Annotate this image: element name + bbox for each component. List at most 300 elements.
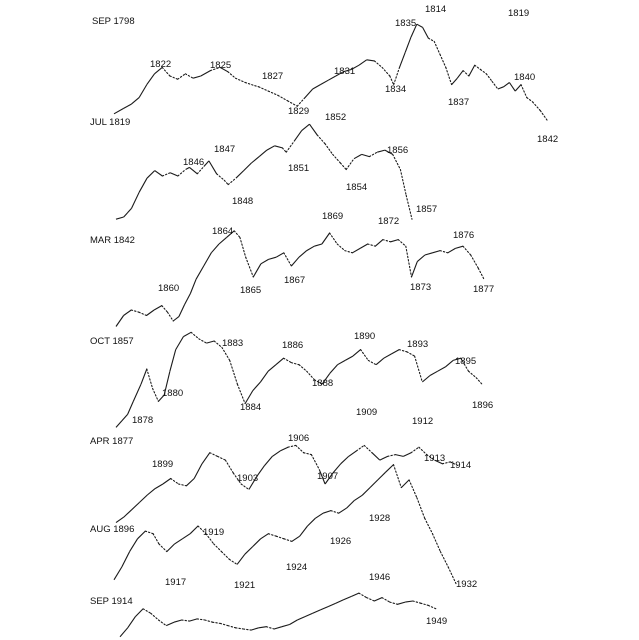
advance-line-segment bbox=[276, 358, 284, 365]
advance-line-segment bbox=[211, 244, 219, 253]
advance-line-segment bbox=[166, 622, 174, 625]
advance-line-segment bbox=[405, 601, 413, 602]
advance-line-segment bbox=[422, 376, 430, 383]
decline-line-segment bbox=[421, 603, 429, 605]
decline-line-segment bbox=[330, 233, 338, 244]
advance-line-segment bbox=[155, 171, 163, 176]
cycle-start-label: SEP 1798 bbox=[92, 16, 135, 27]
decline-line-segment bbox=[228, 72, 236, 79]
advance-line-segment bbox=[120, 628, 128, 637]
cycle-start-label: OCT 1857 bbox=[90, 336, 134, 347]
decline-line-segment bbox=[218, 456, 226, 460]
decline-line-segment bbox=[230, 360, 238, 384]
turning-point-year-label: 1837 bbox=[448, 97, 470, 108]
advance-line-segment bbox=[186, 479, 194, 486]
advance-line-segment bbox=[469, 65, 475, 76]
advance-line-segment bbox=[282, 625, 290, 627]
advance-line-segment bbox=[135, 609, 143, 617]
advance-line-segment bbox=[445, 360, 453, 367]
decline-line-segment bbox=[286, 141, 294, 152]
decline-line-segment bbox=[159, 544, 167, 552]
decline-line-segment bbox=[278, 95, 288, 100]
decline-line-segment bbox=[400, 170, 406, 196]
advance-line-segment bbox=[201, 71, 211, 76]
advance-line-segment bbox=[305, 89, 313, 98]
decline-line-segment bbox=[243, 629, 251, 630]
decline-line-segment bbox=[304, 453, 312, 455]
decline-line-segment bbox=[224, 180, 228, 184]
turning-point-year-label: 1896 bbox=[472, 400, 494, 411]
advance-line-segment bbox=[202, 453, 210, 464]
turning-point-year-label: 1867 bbox=[284, 275, 306, 286]
decline-line-segment bbox=[374, 61, 382, 68]
cycle-start-label: JUL 1819 bbox=[90, 117, 131, 128]
advance-line-segment bbox=[124, 208, 132, 217]
advance-line-segment bbox=[268, 365, 276, 372]
decline-line-segment bbox=[369, 152, 377, 156]
turning-point-year-label: 1814 bbox=[425, 4, 447, 15]
advance-line-segment bbox=[130, 539, 138, 552]
advance-line-segment bbox=[133, 384, 141, 401]
advance-line-segment bbox=[417, 24, 423, 27]
turning-point-year-label: 1864 bbox=[212, 226, 234, 237]
turning-point-year-label: 1924 bbox=[286, 562, 308, 573]
decline-line-segment bbox=[476, 378, 482, 385]
advance-line-segment bbox=[315, 513, 323, 518]
advance-line-segment bbox=[275, 146, 283, 148]
turning-point-year-label: 1835 bbox=[395, 18, 417, 29]
turning-point-year-label: 1913 bbox=[424, 453, 446, 464]
turning-point-year-label: 1917 bbox=[165, 577, 187, 588]
advance-line-segment bbox=[377, 150, 385, 152]
decline-line-segment bbox=[240, 237, 246, 257]
decline-line-segment bbox=[210, 453, 218, 457]
turning-point-year-label: 1860 bbox=[158, 283, 180, 294]
advance-line-segment bbox=[498, 87, 504, 89]
advance-line-segment bbox=[307, 246, 315, 250]
decline-line-segment bbox=[162, 173, 170, 176]
turning-point-year-label: 1926 bbox=[330, 536, 352, 547]
decline-line-segment bbox=[222, 347, 230, 360]
decline-line-segment bbox=[171, 479, 179, 485]
advance-line-segment bbox=[141, 369, 147, 384]
turning-point-year-label: 1857 bbox=[416, 204, 438, 215]
turning-point-year-label: 1825 bbox=[210, 60, 232, 71]
advance-line-segment bbox=[253, 539, 261, 547]
advance-line-segment bbox=[253, 264, 261, 277]
decline-line-segment bbox=[199, 339, 207, 343]
decline-line-segment bbox=[185, 74, 193, 78]
decline-line-segment bbox=[463, 71, 469, 76]
decline-line-segment bbox=[448, 567, 456, 584]
decline-line-segment bbox=[368, 360, 376, 364]
advance-line-segment bbox=[362, 488, 370, 496]
advance-line-segment bbox=[190, 526, 198, 534]
decline-line-segment bbox=[481, 70, 487, 74]
advance-line-segment bbox=[116, 217, 124, 219]
advance-line-segment bbox=[204, 253, 212, 266]
advance-line-segment bbox=[305, 613, 313, 616]
decline-line-segment bbox=[191, 332, 199, 339]
decline-line-segment bbox=[428, 38, 434, 41]
decline-line-segment bbox=[406, 195, 412, 219]
turning-point-year-label: 1865 bbox=[240, 285, 262, 296]
decline-line-segment bbox=[417, 498, 425, 519]
cycle-start-label: SEP 1914 bbox=[90, 596, 133, 607]
turning-point-year-label: 1893 bbox=[407, 339, 429, 350]
decline-line-segment bbox=[340, 163, 346, 170]
advance-line-segment bbox=[299, 251, 307, 258]
decline-line-segment bbox=[222, 552, 230, 560]
advance-line-segment bbox=[313, 85, 321, 89]
advance-line-segment bbox=[438, 367, 446, 371]
advance-line-segment bbox=[261, 259, 269, 263]
decline-line-segment bbox=[241, 484, 249, 490]
turning-point-year-label: 1899 bbox=[152, 459, 174, 470]
advance-line-segment bbox=[259, 627, 267, 628]
decline-line-segment bbox=[297, 98, 305, 107]
cycle-segment-7 bbox=[90, 465, 477, 607]
advance-line-segment bbox=[347, 500, 355, 508]
cycle-segment-2 bbox=[90, 18, 558, 145]
turning-point-year-label: 1819 bbox=[508, 8, 530, 19]
decline-line-segment bbox=[159, 620, 167, 626]
turning-point-year-label: 1903 bbox=[237, 473, 259, 484]
turning-point-year-label: 1856 bbox=[387, 145, 409, 156]
advance-line-segment bbox=[147, 310, 155, 316]
advance-line-segment bbox=[245, 547, 253, 555]
advance-line-segment bbox=[302, 124, 310, 130]
decline-line-segment bbox=[345, 251, 353, 253]
cycle-segment-5 bbox=[90, 331, 493, 447]
advance-line-segment bbox=[124, 510, 132, 517]
turning-point-year-label: 1876 bbox=[453, 230, 475, 241]
advance-line-segment bbox=[219, 237, 227, 244]
advance-line-segment bbox=[354, 495, 362, 500]
decline-line-segment bbox=[214, 544, 222, 552]
turning-point-year-label: 1846 bbox=[183, 157, 205, 168]
turning-point-year-label: 1909 bbox=[356, 407, 378, 418]
advance-line-segment bbox=[322, 233, 330, 244]
turning-point-year-label: 1877 bbox=[473, 284, 495, 295]
advance-line-segment bbox=[423, 27, 429, 38]
turning-point-year-label: 1932 bbox=[456, 579, 478, 590]
decline-line-segment bbox=[311, 455, 319, 470]
advance-line-segment bbox=[367, 60, 375, 61]
advance-line-segment bbox=[116, 316, 124, 327]
decline-line-segment bbox=[406, 246, 412, 277]
advance-line-segment bbox=[237, 554, 245, 564]
advance-line-segment bbox=[292, 536, 300, 541]
advance-line-segment bbox=[261, 371, 269, 382]
decline-line-segment bbox=[492, 81, 498, 89]
advance-line-segment bbox=[265, 456, 273, 465]
advance-line-segment bbox=[131, 98, 139, 105]
advance-line-segment bbox=[290, 620, 298, 625]
advance-line-segment bbox=[267, 146, 275, 150]
advance-line-segment bbox=[338, 360, 346, 364]
decline-line-segment bbox=[388, 455, 396, 457]
advance-line-segment bbox=[380, 456, 388, 460]
advance-line-segment bbox=[386, 465, 394, 473]
decline-line-segment bbox=[367, 598, 375, 601]
advance-line-segment bbox=[185, 294, 191, 305]
decline-line-segment bbox=[361, 350, 369, 361]
decline-line-segment bbox=[411, 447, 419, 453]
advance-line-segment bbox=[376, 358, 384, 365]
decline-line-segment bbox=[220, 623, 228, 625]
cycle-start-label: AUG 1896 bbox=[90, 524, 135, 535]
advance-line-segment bbox=[412, 262, 418, 277]
decline-line-segment bbox=[288, 445, 296, 447]
advance-line-segment bbox=[515, 85, 521, 92]
advance-line-segment bbox=[170, 173, 178, 176]
turning-point-year-label: 1919 bbox=[203, 527, 225, 538]
turning-point-year-label: 1884 bbox=[240, 402, 262, 413]
advance-line-segment bbox=[360, 244, 368, 248]
turning-point-year-label: 1946 bbox=[369, 572, 391, 583]
turning-point-year-label: 1873 bbox=[410, 282, 432, 293]
advance-line-segment bbox=[114, 567, 122, 580]
advance-line-segment bbox=[320, 80, 328, 84]
advance-line-segment bbox=[261, 534, 269, 539]
advance-line-segment bbox=[320, 607, 328, 610]
turning-point-year-label: 1829 bbox=[288, 106, 310, 117]
advance-line-segment bbox=[179, 305, 185, 317]
advance-line-segment bbox=[448, 248, 456, 252]
advance-line-segment bbox=[174, 620, 182, 622]
advance-line-segment bbox=[114, 108, 124, 113]
decline-line-segment bbox=[266, 627, 274, 629]
cycle-segment-6 bbox=[90, 407, 471, 535]
advance-line-segment bbox=[391, 240, 399, 242]
advance-line-segment bbox=[251, 628, 259, 630]
decline-line-segment bbox=[255, 86, 259, 87]
decline-line-segment bbox=[234, 231, 240, 238]
turning-point-year-label: 1886 bbox=[282, 340, 304, 351]
decline-line-segment bbox=[214, 341, 222, 347]
decline-line-segment bbox=[296, 445, 304, 452]
decline-line-segment bbox=[440, 251, 448, 253]
turning-point-year-label: 1854 bbox=[346, 182, 368, 193]
decline-line-segment bbox=[259, 87, 269, 91]
advance-line-segment bbox=[147, 489, 155, 495]
decline-line-segment bbox=[393, 154, 401, 169]
advance-line-segment bbox=[375, 240, 383, 247]
decline-line-segment bbox=[131, 310, 139, 312]
advance-line-segment bbox=[378, 472, 386, 480]
advance-line-segment bbox=[330, 365, 338, 374]
advance-line-segment bbox=[116, 421, 122, 428]
decline-line-segment bbox=[425, 518, 433, 533]
advance-line-segment bbox=[504, 83, 510, 87]
advance-line-segment bbox=[345, 356, 353, 360]
decline-line-segment bbox=[139, 312, 147, 315]
advance-line-segment bbox=[124, 104, 132, 108]
advance-line-segment bbox=[155, 484, 163, 489]
decline-line-segment bbox=[268, 534, 276, 537]
advance-line-segment bbox=[253, 382, 261, 391]
turning-point-year-label: 1928 bbox=[369, 513, 391, 524]
decline-line-segment bbox=[356, 445, 364, 451]
decline-line-segment bbox=[229, 559, 237, 564]
decline-line-segment bbox=[213, 622, 221, 623]
advance-line-segment bbox=[339, 508, 347, 513]
advance-line-segment bbox=[341, 456, 349, 463]
turning-point-year-label: 1890 bbox=[354, 331, 376, 342]
advance-line-segment bbox=[128, 617, 136, 628]
decline-line-segment bbox=[364, 445, 372, 452]
turning-point-year-label: 1914 bbox=[450, 460, 472, 471]
advance-line-segment bbox=[354, 154, 362, 158]
decline-line-segment bbox=[245, 83, 255, 86]
turning-point-year-label: 1907 bbox=[317, 471, 339, 482]
decline-line-segment bbox=[291, 363, 299, 365]
advance-line-segment bbox=[207, 341, 215, 343]
decline-line-segment bbox=[168, 312, 174, 321]
decline-line-segment bbox=[299, 365, 307, 372]
advance-line-segment bbox=[509, 83, 515, 92]
advance-line-segment bbox=[259, 150, 267, 157]
decline-line-segment bbox=[153, 534, 159, 544]
cycle-segment-1 bbox=[92, 0, 529, 27]
decline-line-segment bbox=[521, 85, 527, 98]
advance-line-segment bbox=[163, 479, 171, 485]
advance-line-segment bbox=[132, 192, 140, 208]
advance-line-segment bbox=[370, 480, 378, 488]
advance-line-segment bbox=[173, 317, 179, 321]
advance-line-segment bbox=[403, 453, 411, 457]
cycle-start-label: MAR 1842 bbox=[90, 235, 135, 246]
decline-line-segment bbox=[359, 593, 367, 598]
advance-line-segment bbox=[280, 447, 288, 451]
advance-line-segment bbox=[291, 257, 299, 266]
advance-line-segment bbox=[430, 371, 438, 375]
advance-line-segment bbox=[405, 37, 411, 52]
advance-line-segment bbox=[193, 76, 201, 78]
decline-line-segment bbox=[246, 257, 254, 277]
advance-line-segment bbox=[294, 131, 302, 142]
advance-line-segment bbox=[190, 167, 198, 173]
decline-line-segment bbox=[236, 78, 246, 82]
advance-line-segment bbox=[116, 517, 124, 523]
advance-line-segment bbox=[128, 401, 134, 414]
advance-line-segment bbox=[182, 534, 190, 539]
decline-line-segment bbox=[284, 358, 292, 362]
decline-line-segment bbox=[486, 74, 492, 82]
turning-point-year-label: 1831 bbox=[334, 66, 356, 77]
advance-line-segment bbox=[308, 518, 316, 526]
decline-line-segment bbox=[390, 602, 398, 604]
advance-line-segment bbox=[244, 163, 252, 171]
decline-line-segment bbox=[478, 268, 484, 279]
turning-point-year-label: 1906 bbox=[288, 433, 310, 444]
advance-line-segment bbox=[349, 451, 357, 457]
decline-line-segment bbox=[540, 111, 548, 122]
advance-line-segment bbox=[313, 610, 321, 613]
decline-line-segment bbox=[228, 626, 236, 628]
advance-line-segment bbox=[353, 350, 361, 357]
decline-line-segment bbox=[469, 371, 477, 378]
advance-line-segment bbox=[251, 157, 259, 163]
advance-line-segment bbox=[196, 266, 204, 279]
turning-point-year-label: 1847 bbox=[214, 144, 236, 155]
decline-line-segment bbox=[182, 620, 190, 621]
advance-line-segment bbox=[175, 539, 183, 544]
advance-line-segment bbox=[276, 253, 284, 257]
advance-line-segment bbox=[170, 350, 176, 372]
advance-line-segment bbox=[362, 154, 370, 156]
advance-line-segment bbox=[272, 451, 280, 457]
decline-line-segment bbox=[337, 244, 345, 251]
turning-point-year-label: 1872 bbox=[378, 216, 400, 227]
advance-line-segment bbox=[401, 480, 409, 488]
advance-line-segment bbox=[183, 332, 191, 336]
advance-line-segment bbox=[122, 414, 128, 421]
decline-line-segment bbox=[178, 170, 186, 177]
advance-line-segment bbox=[384, 354, 392, 358]
decline-line-segment bbox=[382, 67, 390, 76]
decline-line-segment bbox=[415, 356, 423, 382]
decline-line-segment bbox=[282, 148, 286, 152]
turning-point-year-label: 1869 bbox=[322, 211, 344, 222]
advance-line-segment bbox=[147, 74, 155, 85]
decline-line-segment bbox=[147, 369, 153, 389]
advance-line-segment bbox=[167, 544, 175, 552]
decline-line-segment bbox=[527, 98, 533, 102]
advance-line-segment bbox=[190, 279, 196, 293]
decline-line-segment bbox=[162, 306, 168, 313]
advance-line-segment bbox=[147, 171, 155, 179]
decline-line-segment bbox=[284, 253, 292, 266]
turning-point-year-label: 1840 bbox=[514, 72, 536, 83]
advance-line-segment bbox=[374, 598, 382, 601]
advance-line-segment bbox=[176, 337, 184, 350]
advance-line-segment bbox=[425, 253, 433, 255]
advance-line-segment bbox=[433, 251, 441, 253]
decline-line-segment bbox=[228, 178, 236, 184]
advance-line-segment bbox=[336, 600, 344, 603]
turning-point-year-label: 1921 bbox=[234, 580, 256, 591]
decline-line-segment bbox=[178, 74, 186, 79]
decline-line-segment bbox=[413, 601, 421, 603]
advance-line-segment bbox=[140, 495, 148, 502]
turning-point-year-label: 1851 bbox=[288, 163, 310, 174]
decline-line-segment bbox=[170, 76, 178, 79]
decline-line-segment bbox=[409, 480, 417, 498]
advance-line-segment bbox=[398, 602, 406, 604]
advance-line-segment bbox=[323, 511, 331, 514]
decline-line-segment bbox=[236, 628, 244, 629]
advance-line-segment bbox=[189, 619, 197, 621]
cycle-segment-4 bbox=[90, 211, 494, 347]
decline-line-segment bbox=[317, 135, 325, 144]
turning-point-year-label: 1852 bbox=[325, 112, 347, 123]
decline-line-segment bbox=[383, 240, 391, 242]
turning-point-year-label: 1827 bbox=[262, 71, 284, 82]
turning-point-year-label: 1842 bbox=[537, 134, 559, 145]
advance-line-segment bbox=[269, 257, 277, 259]
decline-line-segment bbox=[382, 598, 390, 603]
decline-line-segment bbox=[145, 531, 153, 534]
advance-line-segment bbox=[372, 453, 380, 460]
decline-line-segment bbox=[368, 244, 376, 246]
advance-line-segment bbox=[344, 597, 352, 600]
advance-line-segment bbox=[396, 455, 404, 457]
advance-line-segment bbox=[139, 178, 147, 192]
advance-line-segment bbox=[457, 71, 463, 79]
decline-line-segment bbox=[346, 159, 354, 170]
